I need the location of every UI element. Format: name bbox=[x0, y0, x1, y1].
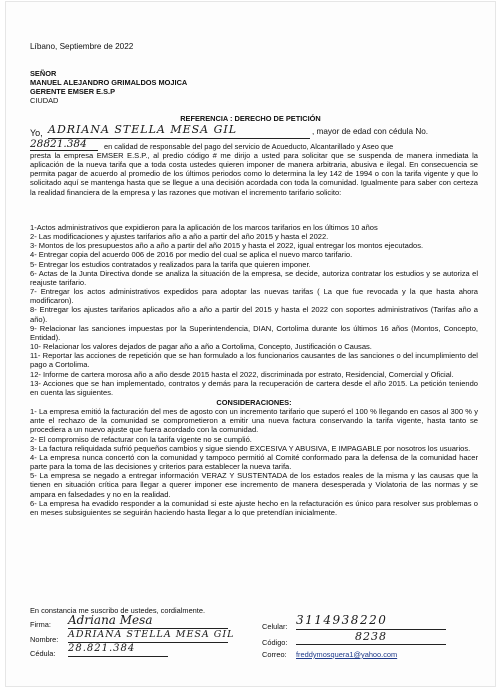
intro-line1-rest: en calidad de responsable del pago del servicio de Acueducto, Alcantarillado y Aseo que bbox=[104, 142, 394, 151]
request-item: 10- Relacionar los valores dejados de pagar año a año a Cortolima, Concepto, Justificación o Causas. bbox=[30, 342, 372, 352]
request-item: 12- Informe de cartera morosa año a año desde 2015 hasta el 2022, discriminada por estrato, Residencial, Comercial y Oficial. bbox=[30, 369, 454, 379]
handwritten-codigo: 8238 bbox=[296, 630, 446, 645]
request-item: 7- Entregar los actos administrativos expedidos para adoptar las nuevas tarifas ( La que fue revocada y la que hasta ahora modificaron). bbox=[30, 287, 478, 306]
request-item: 4- Entregar copia del acuerdo 006 de 2016 por medio del cual se aplica el nuevo marco tarifario. bbox=[30, 250, 353, 260]
request-item: 5- Entregar los estudios contratados y realizados para la tarifa que quieren imponer. bbox=[30, 259, 311, 269]
handwritten-celular: 3114938220 bbox=[296, 613, 446, 630]
request-item: 1-Actos administrativos que expidieron para la aplicación de los marcos tarifarios en los últimos 10 años bbox=[30, 223, 378, 232]
request-item: 2- Las modificaciones y ajustes tarifarios año a año a partir del año 2015 y hasta el 2022. bbox=[30, 232, 329, 242]
intro-yo: Yo, bbox=[30, 128, 43, 138]
cedula-label: Cédula: bbox=[30, 649, 56, 658]
place-date: Líbano, Septiembre de 2022 bbox=[30, 42, 134, 51]
celular-label: Celular: bbox=[262, 622, 288, 631]
recipient-city: CIUDAD bbox=[30, 96, 59, 105]
consideration-item: 2- El compromiso de refacturar con la tarifa vigente no se cumplió. bbox=[30, 434, 252, 444]
consideration-item: 1- La empresa emitió la facturación del mes de agosto con un incremento tarifario que superó el 100 % llegando en casos al 300 % y ante el rechazo de la comunidad se comprometieron a emitir una nueva factura conservando la tarifa vigente, hasta tanto se procediera a un nuevo ajuste que fuera acordado con la comunidad. bbox=[30, 407, 478, 435]
considerations-title: CONSIDERACIONES: bbox=[216, 397, 292, 407]
reference-title: REFERENCIA : DERECHO DE PETICIÓN bbox=[180, 114, 321, 123]
request-item: 13- Acciones que se han implementado, contratos y demás para la recuperación de cartera desde el año 2015. La petición teniendo en cuenta las siguientes. bbox=[30, 378, 478, 397]
correo-label: Correo: bbox=[262, 650, 287, 659]
consideration-item: 6- La empresa ha evadido responder a la comunidad si este ajuste hecho en la refacturación es único para resolver sus problemas o en meses subsiguientes se seguirán haciendo hasta llegar a lo que pretendían inicialmente. bbox=[30, 498, 478, 517]
request-item: 11- Reportar las acciones de repetición que se han formulado a los funcionarios causantes de las sanciones o del incumplimiento del pago a Cortolima. bbox=[30, 351, 478, 370]
handwritten-signature: Adriana Mesa bbox=[68, 613, 228, 629]
handwritten-cedula: 28.821.384 bbox=[68, 643, 168, 657]
intro-after-name: , mayor de edad con cédula No. bbox=[312, 127, 429, 136]
intro-body: presta la empresa EMSER E.S.P., al predio código # me dirijo a usted para solicitar que se suspenda de manera inmediata la aplicación de la nueva tarifa que a toda costa ustedes quieren imponer de manera arbitraria, abusiva e ilegal. En consecuencia se permita pagar de acuerdo al promedio de los últimos periodos como lo determina la ley 142 de 1994 o con la tarifa vigente y que lo solicitado aquí se mantenga hasta que se llegue a una decisión acordada con toda la comunidad. Igualmente para saber con certeza la realidad financiera de la empresa y las razones que motivan el incremento tarifario solicito: bbox=[30, 151, 478, 197]
requests-list bbox=[30, 223, 478, 517]
consideration-item: 3- La factura reliquidada sufrió pequeños cambios y sigue siendo EXCESIVA Y ABUSIVA, E IMPAGABLE por nosotros los usuarios. bbox=[30, 443, 471, 453]
consideration-item: 5- La empresa se negado a entregar información VERAZ Y SUSTENTADA de los estados reales de la misma y las causas que la tienen en situación crítica para llegar a querer imponer ese incremento de manera desesperada y Violatoria de las normas y se ampara en falsedades y no en la realidad. bbox=[30, 471, 478, 499]
consideration-item: 4- La empresa nunca concertó con la comunidad y tampoco permitió al Comité conformado para la defensa de la comunidad hacer parte para la toma de las decisiones y criterios para establecer la nueva tarifa. bbox=[30, 452, 478, 472]
recipient-salutation: SEÑOR bbox=[30, 69, 57, 78]
recipient-name: MANUEL ALEJANDRO GRIMALDOS MOJICA bbox=[30, 78, 188, 87]
petition-letter-page bbox=[6, 2, 495, 686]
handwritten-id: 28821.384 bbox=[30, 138, 98, 151]
codigo-label: Código: bbox=[262, 638, 288, 647]
firma-label: Firma: bbox=[30, 620, 51, 629]
correo-value[interactable]: freddymosquera1@yahoo.com bbox=[296, 650, 398, 659]
request-item: 9- Relacionar las sanciones impuestas por la Superintendencia, DIAN, Cortolima durante los últimos 16 años (Montos, Concepto, Entidad). bbox=[30, 323, 478, 342]
request-item: 8- Entregar los ajustes tarifarios aplicados año a año a partir del 2015 y hasta el 2022 con soportes administrativos (Tarifas año a año). bbox=[30, 305, 478, 324]
handwritten-name: ADRIANA STELLA MESA GIL bbox=[48, 123, 310, 139]
closing-line: En constancia me suscribo de ustedes, cordialmente. bbox=[30, 606, 206, 615]
request-item: 3- Montos de los presupuestos año a año a partir del año 2015 y hasta el 2022, igual entregar los montos ejecutados. bbox=[30, 241, 424, 251]
nombre-label: Nombre: bbox=[30, 635, 59, 644]
handwritten-nombre: ADRIANA STELLA MESA GIL bbox=[68, 629, 228, 643]
request-item: 6- Actas de la Junta Directiva donde se analiza la situación de la empresa, se decide, autoriza contratar los estudios y se autoriza el reajuste tarifario. bbox=[30, 268, 478, 287]
recipient-position: GERENTE EMSER E.S.P bbox=[30, 87, 116, 96]
